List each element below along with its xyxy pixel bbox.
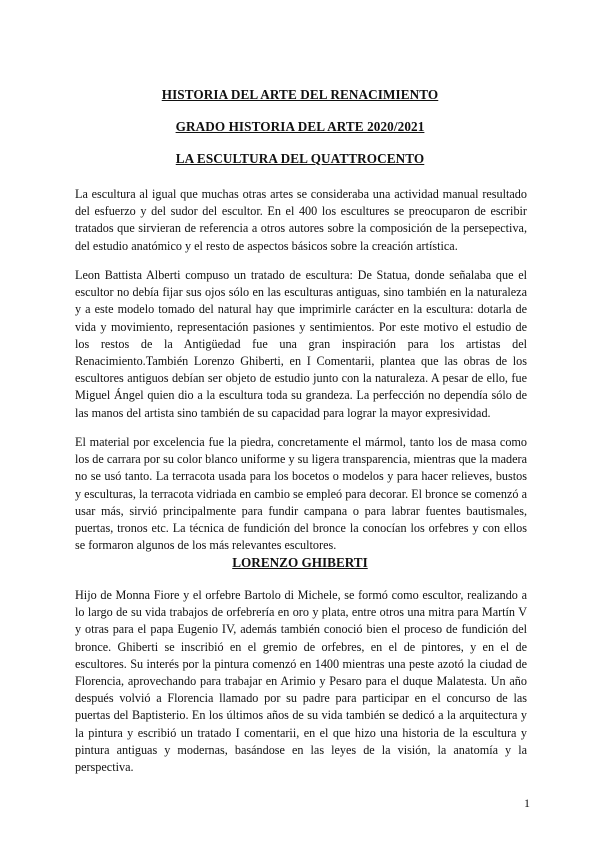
alberti-paragraph: Leon Battista Alberti compuso un tratado de escultura: De Statua, donde señalaba que el escultor no debía fijar sus ojos sólo en las esculturas antiguas, sino también en la naturaleza y a este modelo tomado del natural hay que imprimirle carácter en la escultura: dotarla de vida y movimiento, representación pasiones y sentimientos. Por este motivo el estudio de los restos de la Antigüedad fue una gran inspiración para los artistas del Renacimiento.También Lorenzo Ghiberti, en I Comentarii, plantea que las obras de los escultores antiguos debían ser objeto de estudio junto con la naturaleza. A pesar de ello, fue Miguel Ángel quien dio a la escultura toda su grandeza. La perfección no dependía sólo de las manos del artista sino también de su capacidad para lograr la mayor expresividad.	[75, 268, 527, 420]
ghiberti-section-title: LORENZO GHIBERTI	[232, 555, 368, 570]
page-number: 1	[524, 796, 530, 810]
intro-paragraph: La escultura al igual que muchas otras artes se consideraba una actividad manual resultado del esfuerzo y del sudor del escultor. En el 400 los escultures se preocuparon de escribir tratados que sirvieran de referencia a otros autores sobre la composición de la persepectiva, del estudio anatómico y el resto de aspectos básicos sobre la creación artística.	[75, 187, 527, 253]
degree-title: GRADO HISTORIA DEL ARTE 2020/2021	[175, 119, 425, 134]
topic-title: LA ESCULTURA DEL QUATTROCENTO	[175, 151, 425, 166]
ghiberti-paragraph: Hijo de Monna Fiore y el orfebre Bartolo di Michele, se formó como escultor, realizando a lo largo de su vida trabajos de orfebrería en oro y plata, entre otros una mitra para Martín V y otras para el papa Eugenio IV, además también conoció bien el proceso de fundición del bronce. Ghiberti se inscribió en el gremio de orfebres, en el de pintores, y en el de escultores. Su interés por la pintura comenzó en 1400 mientras una peste azotó la ciudad de Florencia, aprovechando para trabajar en Arimio y Pesaro para el duque Malatesta. Un año después volvió a Florencia llamado por su padre para participar en el concurso de las puertas del Baptisterio. En los últimos años de su vida también se dedicó a la arquitectura y la pintura y escribió un tratado I comentarii, en el que hizo una historia de la escultura y pintura antiguas y modernas, basándose en las leyes de la visión, la anatomía y la perspectiva.	[75, 588, 527, 775]
course-title: HISTORIA DEL ARTE DEL RENACIMIENTO	[161, 87, 439, 102]
materials-paragraph: El material por excelencia fue la piedra, concretamente el mármol, tanto los de masa como los de carrara por su color blanco uniforme y su ligera transparencia, mientras que la madera no se usó tanto. La terracota usada para los bocetos o modelos y para hacer relieves, bustos y esculturas, la terracota vidriada en cambio se empleó para decorar. El bronce se comenzó a usar más, sirvió principalmente para fundir campana o para labrar fuentes bautismales, puertas, tronos etc. La técnica de fundición del bronce la conocían los orfebres y con ellos se formaron algunos de los más relevantes escultores.	[75, 435, 527, 553]
